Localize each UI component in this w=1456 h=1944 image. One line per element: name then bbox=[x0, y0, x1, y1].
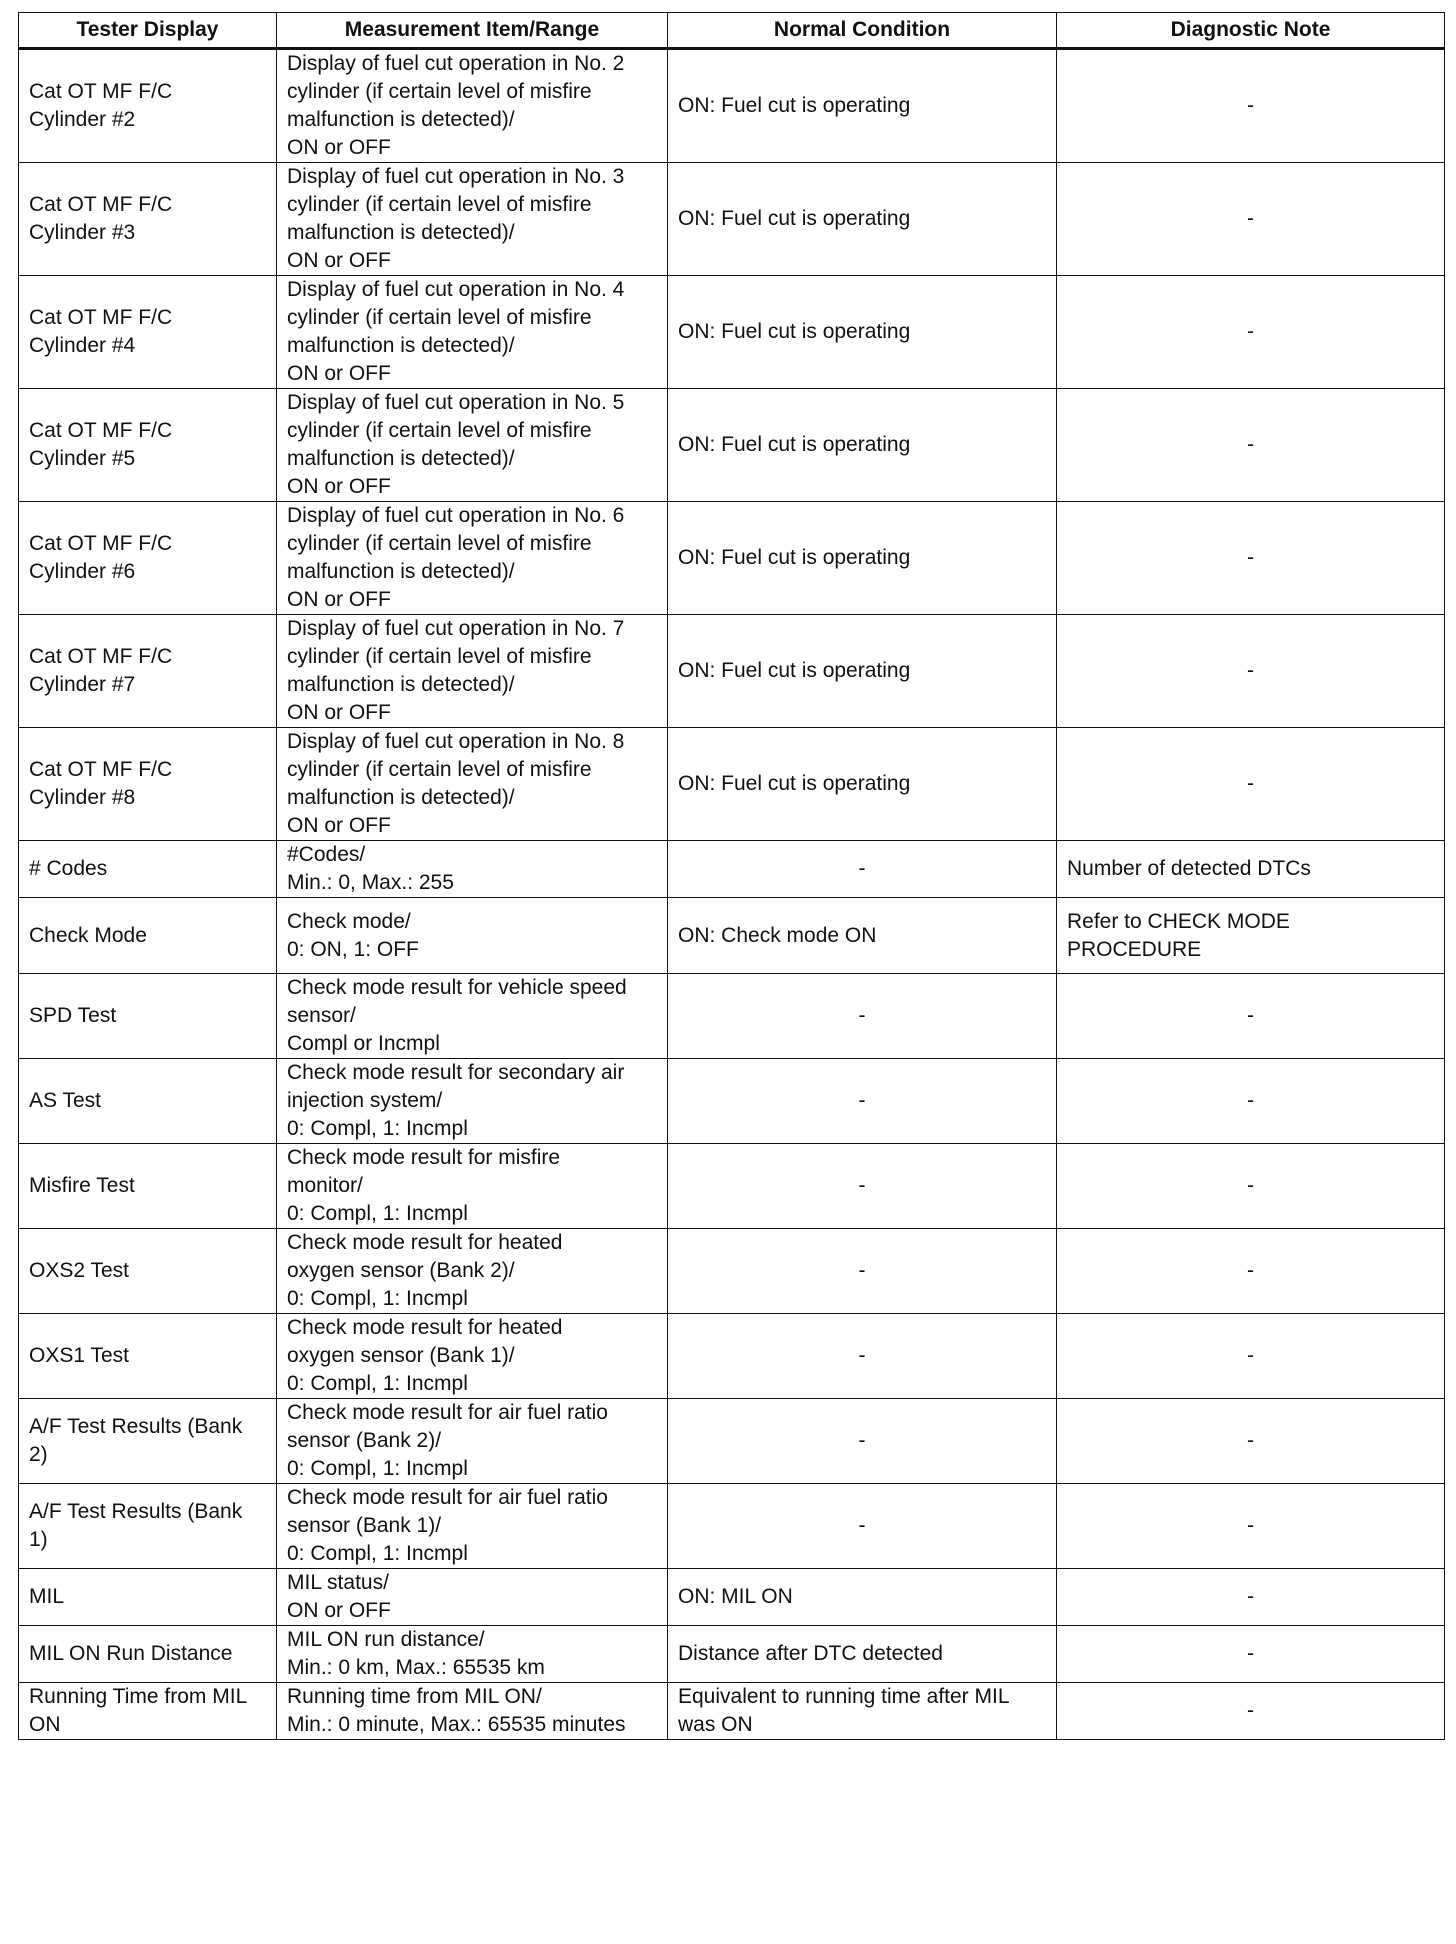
cell-tester-display-text: OXS1 Test bbox=[29, 1344, 129, 1367]
cell-diagnostic-note bbox=[1057, 1229, 1445, 1314]
cell-measurement-item bbox=[277, 1569, 668, 1626]
cell-tester-display bbox=[19, 1144, 277, 1229]
table-row bbox=[19, 1569, 1445, 1626]
cell-tester-display bbox=[19, 841, 277, 898]
cell-diagnostic-note bbox=[1057, 276, 1445, 389]
cell-measurement-item bbox=[277, 974, 668, 1059]
cell-normal-condition bbox=[668, 1059, 1057, 1144]
cell-tester-display-text: MIL ON Run Distance bbox=[29, 1642, 233, 1665]
cell-tester-display bbox=[19, 898, 277, 974]
cell-normal-condition-text: - bbox=[858, 1174, 866, 1197]
cell-normal-condition bbox=[668, 1229, 1057, 1314]
cell-normal-condition-text: - bbox=[858, 857, 866, 880]
cell-diagnostic-note bbox=[1057, 898, 1445, 974]
cell-normal-condition-text: ON: Fuel cut is operating bbox=[678, 659, 911, 682]
cell-diagnostic-note bbox=[1057, 389, 1445, 502]
table-row bbox=[19, 163, 1445, 276]
cell-tester-display bbox=[19, 728, 277, 841]
cell-diagnostic-note-text: Refer to CHECK MODE PROCEDURE bbox=[1067, 909, 1290, 961]
cell-tester-display-text: Running Time from MIL ON bbox=[29, 1685, 248, 1736]
cell-measurement-item-text: MIL status/ ON or OFF bbox=[287, 1571, 391, 1622]
header-diagnostic-note: Diagnostic Note bbox=[1057, 13, 1445, 49]
cell-normal-condition-text: - bbox=[858, 1429, 866, 1452]
cell-measurement-item bbox=[277, 389, 668, 502]
cell-diagnostic-note bbox=[1057, 1059, 1445, 1144]
cell-diagnostic-note-text: - bbox=[1247, 1004, 1254, 1027]
cell-measurement-item-text: Display of fuel cut operation in No. 8 cylinder (if certain level of misfire malfunction is detected)/ ON or OFF bbox=[287, 730, 625, 837]
cell-measurement-item-text: Display of fuel cut operation in No. 7 cylinder (if certain level of misfire malfunction is detected)/ ON or OFF bbox=[287, 617, 625, 724]
cell-measurement-item-text: Check mode/ 0: ON, 1: OFF bbox=[287, 909, 419, 961]
cell-measurement-item bbox=[277, 841, 668, 898]
cell-measurement-item bbox=[277, 502, 668, 615]
cell-tester-display-text: A/F Test Results (Bank 2) bbox=[29, 1415, 243, 1466]
cell-diagnostic-note-text: - bbox=[1247, 320, 1254, 343]
cell-measurement-item-text: Display of fuel cut operation in No. 3 cylinder (if certain level of misfire malfunction is detected)/ ON or OFF bbox=[287, 165, 625, 272]
cell-measurement-item-text: Check mode result for air fuel ratio sensor (Bank 1)/ 0: Compl, 1: Incmpl bbox=[287, 1486, 608, 1565]
cell-normal-condition bbox=[668, 1569, 1057, 1626]
cell-normal-condition bbox=[668, 163, 1057, 276]
table-row bbox=[19, 1229, 1445, 1314]
cell-tester-display-text: # Codes bbox=[29, 857, 108, 880]
cell-tester-display-text: Cat OT MF F/C Cylinder #3 bbox=[29, 193, 173, 244]
table-row bbox=[19, 276, 1445, 389]
cell-diagnostic-note-text: - bbox=[1247, 433, 1254, 456]
cell-normal-condition bbox=[668, 276, 1057, 389]
cell-diagnostic-note bbox=[1057, 1484, 1445, 1569]
cell-diagnostic-note-text: - bbox=[1247, 94, 1254, 117]
table-row bbox=[19, 389, 1445, 502]
cell-diagnostic-note-text: - bbox=[1247, 546, 1254, 569]
cell-diagnostic-note-text: Number of detected DTCs bbox=[1067, 857, 1311, 880]
cell-tester-display bbox=[19, 389, 277, 502]
table-row bbox=[19, 1683, 1445, 1740]
cell-diagnostic-note-text: - bbox=[1247, 1344, 1254, 1367]
cell-measurement-item bbox=[277, 615, 668, 728]
cell-normal-condition bbox=[668, 974, 1057, 1059]
cell-normal-condition bbox=[668, 389, 1057, 502]
cell-normal-condition-text: ON: Fuel cut is operating bbox=[678, 772, 911, 795]
cell-tester-display bbox=[19, 1059, 277, 1144]
cell-diagnostic-note-text: - bbox=[1247, 1642, 1254, 1665]
cell-diagnostic-note bbox=[1057, 728, 1445, 841]
cell-diagnostic-note bbox=[1057, 1569, 1445, 1626]
header-normal-condition: Normal Condition bbox=[668, 13, 1057, 49]
cell-diagnostic-note bbox=[1057, 974, 1445, 1059]
cell-tester-display-text: Cat OT MF F/C Cylinder #6 bbox=[29, 532, 173, 583]
cell-measurement-item-text: Check mode result for heated oxygen sensor (Bank 2)/ 0: Compl, 1: Incmpl bbox=[287, 1231, 563, 1310]
cell-measurement-item-text: MIL ON run distance/ Min.: 0 km, Max.: 65535 km bbox=[287, 1628, 545, 1679]
cell-tester-display bbox=[19, 1229, 277, 1314]
cell-tester-display bbox=[19, 276, 277, 389]
cell-measurement-item bbox=[277, 49, 668, 163]
cell-diagnostic-note-text: - bbox=[1247, 1259, 1254, 1282]
cell-normal-condition-text: Distance after DTC detected bbox=[678, 1642, 943, 1665]
cell-tester-display-text: MIL bbox=[29, 1585, 65, 1608]
cell-tester-display bbox=[19, 1484, 277, 1569]
cell-diagnostic-note-text: - bbox=[1247, 1514, 1254, 1537]
cell-diagnostic-note bbox=[1057, 1314, 1445, 1399]
cell-normal-condition-text: - bbox=[858, 1089, 866, 1112]
cell-normal-condition bbox=[668, 502, 1057, 615]
cell-measurement-item-text: Display of fuel cut operation in No. 5 cylinder (if certain level of misfire malfunction is detected)/ ON or OFF bbox=[287, 391, 625, 498]
cell-measurement-item-text: Running time from MIL ON/ Min.: 0 minute, Max.: 65535 minutes bbox=[287, 1685, 626, 1736]
cell-normal-condition bbox=[668, 1683, 1057, 1740]
cell-tester-display-text: Cat OT MF F/C Cylinder #8 bbox=[29, 758, 173, 809]
cell-measurement-item bbox=[277, 728, 668, 841]
cell-tester-display bbox=[19, 1569, 277, 1626]
cell-normal-condition bbox=[668, 1314, 1057, 1399]
cell-measurement-item bbox=[277, 898, 668, 974]
cell-normal-condition-text: - bbox=[858, 1344, 866, 1367]
cell-normal-condition bbox=[668, 1144, 1057, 1229]
cell-normal-condition-text: ON: Check mode ON bbox=[678, 923, 877, 947]
cell-tester-display bbox=[19, 1314, 277, 1399]
cell-tester-display-text: Check Mode bbox=[29, 923, 147, 947]
cell-normal-condition-text: - bbox=[858, 1004, 866, 1027]
cell-normal-condition bbox=[668, 1484, 1057, 1569]
cell-measurement-item-text: Check mode result for secondary air injection system/ 0: Compl, 1: Incmpl bbox=[287, 1061, 625, 1140]
cell-diagnostic-note bbox=[1057, 1399, 1445, 1484]
cell-measurement-item bbox=[277, 1626, 668, 1683]
table-row bbox=[19, 898, 1445, 974]
cell-tester-display bbox=[19, 1683, 277, 1740]
cell-diagnostic-note-text: - bbox=[1247, 207, 1254, 230]
table-row bbox=[19, 728, 1445, 841]
cell-normal-condition-text: ON: Fuel cut is operating bbox=[678, 546, 911, 569]
cell-tester-display-text: AS Test bbox=[29, 1089, 101, 1112]
table-body bbox=[19, 49, 1445, 1740]
cell-tester-display bbox=[19, 615, 277, 728]
cell-tester-display-text: Cat OT MF F/C Cylinder #4 bbox=[29, 306, 173, 357]
cell-normal-condition bbox=[668, 49, 1057, 163]
table-row bbox=[19, 615, 1445, 728]
cell-normal-condition-text: ON: Fuel cut is operating bbox=[678, 320, 911, 343]
cell-measurement-item bbox=[277, 1683, 668, 1740]
cell-diagnostic-note bbox=[1057, 163, 1445, 276]
cell-diagnostic-note-text: - bbox=[1247, 772, 1254, 795]
cell-diagnostic-note-text: - bbox=[1247, 1429, 1254, 1452]
cell-normal-condition-text: ON: MIL ON bbox=[678, 1585, 793, 1608]
cell-measurement-item-text: #Codes/ Min.: 0, Max.: 255 bbox=[287, 843, 454, 894]
table-row bbox=[19, 1626, 1445, 1683]
cell-measurement-item bbox=[277, 276, 668, 389]
cell-measurement-item-text: Check mode result for heated oxygen sensor (Bank 1)/ 0: Compl, 1: Incmpl bbox=[287, 1316, 563, 1395]
cell-tester-display-text: Cat OT MF F/C Cylinder #7 bbox=[29, 645, 173, 696]
cell-tester-display bbox=[19, 502, 277, 615]
cell-tester-display bbox=[19, 974, 277, 1059]
cell-diagnostic-note-text: - bbox=[1247, 1699, 1254, 1722]
cell-measurement-item-text: Check mode result for misfire monitor/ 0: Compl, 1: Incmpl bbox=[287, 1146, 561, 1225]
table-row bbox=[19, 1484, 1445, 1569]
cell-diagnostic-note-text: - bbox=[1247, 1089, 1254, 1112]
cell-normal-condition bbox=[668, 898, 1057, 974]
table-row bbox=[19, 1059, 1445, 1144]
cell-normal-condition-text: Equivalent to running time after MIL was ON bbox=[678, 1685, 1010, 1736]
table-row bbox=[19, 1144, 1445, 1229]
table-row bbox=[19, 1314, 1445, 1399]
cell-diagnostic-note bbox=[1057, 1683, 1445, 1740]
cell-diagnostic-note bbox=[1057, 49, 1445, 163]
cell-measurement-item bbox=[277, 1059, 668, 1144]
cell-measurement-item bbox=[277, 1229, 668, 1314]
cell-normal-condition bbox=[668, 728, 1057, 841]
cell-diagnostic-note bbox=[1057, 1626, 1445, 1683]
table-row bbox=[19, 1399, 1445, 1484]
table-header bbox=[19, 13, 1445, 49]
cell-normal-condition-text: ON: Fuel cut is operating bbox=[678, 94, 911, 117]
cell-measurement-item-text: Check mode result for air fuel ratio sensor (Bank 2)/ 0: Compl, 1: Incmpl bbox=[287, 1401, 608, 1480]
cell-diagnostic-note-text: - bbox=[1247, 659, 1254, 682]
cell-tester-display-text: Misfire Test bbox=[29, 1174, 135, 1197]
data-list-table bbox=[18, 12, 1445, 1740]
cell-normal-condition bbox=[668, 841, 1057, 898]
cell-normal-condition-text: ON: Fuel cut is operating bbox=[678, 207, 911, 230]
cell-tester-display bbox=[19, 1399, 277, 1484]
cell-measurement-item bbox=[277, 1314, 668, 1399]
cell-measurement-item bbox=[277, 163, 668, 276]
cell-diagnostic-note bbox=[1057, 1144, 1445, 1229]
cell-measurement-item bbox=[277, 1484, 668, 1569]
header-tester-display: Tester Display bbox=[19, 13, 277, 49]
cell-diagnostic-note-text: - bbox=[1247, 1174, 1254, 1197]
table-row bbox=[19, 841, 1445, 898]
cell-tester-display-text: Cat OT MF F/C Cylinder #2 bbox=[29, 80, 173, 131]
cell-tester-display-text: A/F Test Results (Bank 1) bbox=[29, 1500, 243, 1551]
cell-tester-display-text: Cat OT MF F/C Cylinder #5 bbox=[29, 419, 173, 470]
cell-normal-condition bbox=[668, 1626, 1057, 1683]
cell-diagnostic-note-text: - bbox=[1247, 1585, 1254, 1608]
cell-normal-condition-text: - bbox=[858, 1259, 866, 1282]
cell-measurement-item-text: Display of fuel cut operation in No. 6 cylinder (if certain level of misfire malfunction is detected)/ ON or OFF bbox=[287, 504, 625, 611]
header-measurement-item: Measurement Item/Range bbox=[277, 13, 668, 49]
cell-tester-display bbox=[19, 49, 277, 163]
cell-diagnostic-note bbox=[1057, 502, 1445, 615]
cell-measurement-item bbox=[277, 1399, 668, 1484]
cell-tester-display-text: SPD Test bbox=[29, 1004, 117, 1027]
cell-measurement-item-text: Display of fuel cut operation in No. 2 cylinder (if certain level of misfire malfunction is detected)/ ON or OFF bbox=[287, 52, 625, 159]
cell-normal-condition-text: - bbox=[858, 1514, 866, 1537]
table-row bbox=[19, 502, 1445, 615]
cell-diagnostic-note bbox=[1057, 615, 1445, 728]
cell-measurement-item bbox=[277, 1144, 668, 1229]
cell-measurement-item-text: Display of fuel cut operation in No. 4 cylinder (if certain level of misfire malfunction is detected)/ ON or OFF bbox=[287, 278, 625, 385]
cell-tester-display bbox=[19, 1626, 277, 1683]
cell-measurement-item-text: Check mode result for vehicle speed sensor/ Compl or Incmpl bbox=[287, 976, 627, 1055]
table-row bbox=[19, 974, 1445, 1059]
table-row bbox=[19, 49, 1445, 163]
cell-normal-condition-text: ON: Fuel cut is operating bbox=[678, 433, 911, 456]
cell-diagnostic-note bbox=[1057, 841, 1445, 898]
cell-tester-display-text: OXS2 Test bbox=[29, 1259, 129, 1282]
header-row bbox=[19, 13, 1445, 49]
cell-tester-display bbox=[19, 163, 277, 276]
cell-normal-condition bbox=[668, 615, 1057, 728]
cell-normal-condition bbox=[668, 1399, 1057, 1484]
